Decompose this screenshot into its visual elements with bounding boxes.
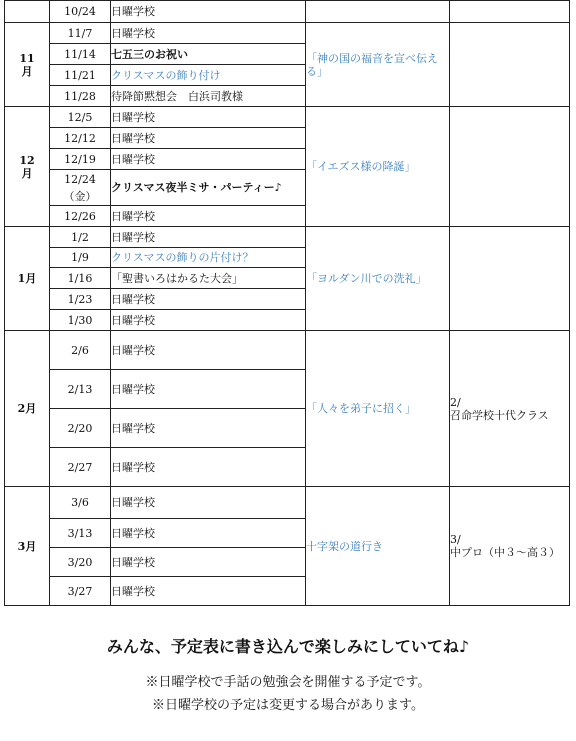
table-row xyxy=(5,23,570,44)
table-row xyxy=(5,107,570,128)
month-cell xyxy=(5,1,50,23)
theme-cell: 十字架の道行き xyxy=(306,487,450,606)
event-cell: 日曜学校 xyxy=(111,577,306,606)
event-cell: 日曜学校 xyxy=(111,23,306,44)
footer-title: みんな、予定表に書き込んで楽しみにしていてね♪ xyxy=(106,637,470,656)
month-label: 11 月 xyxy=(5,23,50,107)
date-cell: 12/26 xyxy=(50,206,111,227)
note-cell xyxy=(450,107,570,227)
table-row xyxy=(5,1,570,23)
event-cell: 日曜学校 xyxy=(111,206,306,227)
table-row xyxy=(5,331,570,370)
event-cell: 日曜学校 xyxy=(111,149,306,170)
table-row xyxy=(5,487,570,519)
event-cell: 日曜学校 xyxy=(111,409,306,448)
date-cell: 12/12 xyxy=(50,128,111,149)
date-cell: 3/13 xyxy=(50,519,111,548)
note-cell xyxy=(450,1,570,23)
event-cell: 日曜学校 xyxy=(111,370,306,409)
date-cell: 1/30 xyxy=(50,310,111,331)
event-cell: 日曜学校 xyxy=(111,128,306,149)
theme-cell: 「イエズス様の降誕」 xyxy=(306,107,450,227)
date-cell: 1/16 xyxy=(50,268,111,289)
month-label: 1月 xyxy=(5,227,50,331)
event-cell: 日曜学校 xyxy=(111,519,306,548)
theme-cell: 「神の国の福音を宣べ伝える」 xyxy=(306,23,450,107)
event-cell: 日曜学校 xyxy=(111,289,306,310)
footer-note: ※日曜学校の予定は変更する場合があります。 xyxy=(152,698,424,713)
date-cell: 1/9 xyxy=(50,248,111,268)
date-cell: 11/21 xyxy=(50,65,111,86)
theme-cell xyxy=(306,1,450,23)
table-row xyxy=(5,227,570,248)
date-cell: 11/7 xyxy=(50,23,111,44)
date-cell: 1/23 xyxy=(50,289,111,310)
date-cell: 11/28 xyxy=(50,86,111,107)
event-cell: 日曜学校 xyxy=(111,227,306,248)
date-cell: 11/14 xyxy=(50,44,111,65)
month-label: 2月 xyxy=(5,331,50,487)
date-cell: 2/27 xyxy=(50,448,111,487)
date-cell: 3/6 xyxy=(50,487,111,519)
theme-cell: 「ヨルダン川での洗礼」 xyxy=(306,227,450,331)
event-cell: 日曜学校 xyxy=(111,331,306,370)
date-cell: 2/13 xyxy=(50,370,111,409)
footer-note: ※日曜学校で手話の勉強会を開催する予定です。 xyxy=(145,675,431,690)
note-cell xyxy=(450,227,570,331)
event-cell: クリスマスの飾り付け xyxy=(111,65,306,86)
event-cell: 七五三のお祝い xyxy=(111,44,306,65)
note-cell: 2/ 召命学校十代クラス xyxy=(450,331,570,487)
schedule-table xyxy=(4,0,570,606)
event-cell: 日曜学校 xyxy=(111,448,306,487)
event-cell: 日曜学校 xyxy=(111,548,306,577)
date-cell: 12/24 （金） xyxy=(50,170,111,206)
month-label: 3月 xyxy=(5,487,50,606)
note-cell: 3/ 中プロ（中３～高３） xyxy=(450,487,570,606)
theme-cell: 「人々を弟子に招く」 xyxy=(306,331,450,487)
event-cell: 日曜学校 xyxy=(111,310,306,331)
date-cell: 3/27 xyxy=(50,577,111,606)
month-label: 12 月 xyxy=(5,107,50,227)
event-cell: クリスマス夜半ミサ・パーティー♪ xyxy=(111,170,306,206)
note-cell xyxy=(450,23,570,107)
date-cell: 1/2 xyxy=(50,227,111,248)
date-cell: 12/19 xyxy=(50,149,111,170)
date-cell: 3/20 xyxy=(50,548,111,577)
date-cell: 2/6 xyxy=(50,331,111,370)
event-cell: 「聖書いろはかるた大会」 xyxy=(111,268,306,289)
event-cell: 待降節黙想会 白浜司教様 xyxy=(111,86,306,107)
event-cell: 日曜学校 xyxy=(111,107,306,128)
event-cell: 日曜学校 xyxy=(111,487,306,519)
date-cell: 2/20 xyxy=(50,409,111,448)
event-cell: 日曜学校 xyxy=(111,1,306,23)
date-cell: 12/5 xyxy=(50,107,111,128)
date-cell: 10/24 xyxy=(50,1,111,23)
event-cell: クリスマスの飾りの片付け？ xyxy=(111,248,306,268)
